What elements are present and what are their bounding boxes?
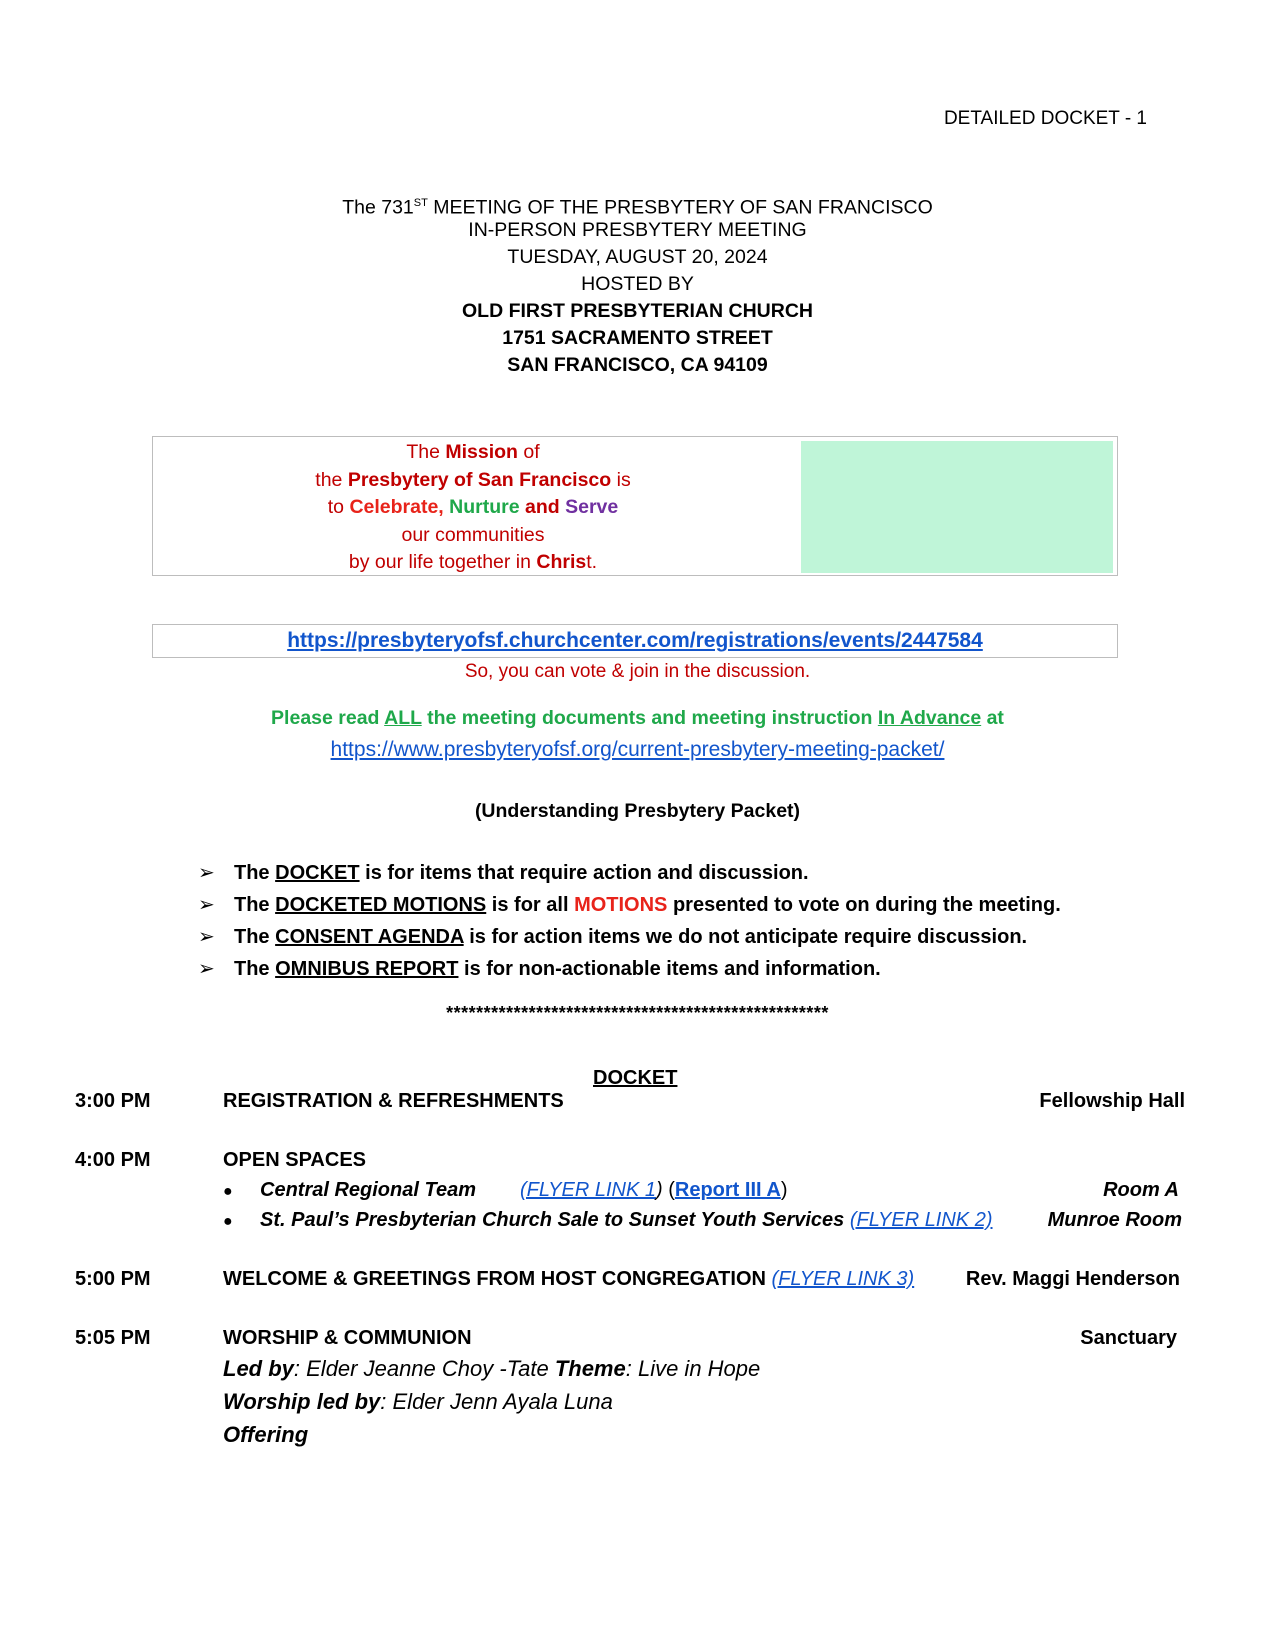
bullet-docket: ➢ The DOCKET is for items that require action and discussion. [198,862,809,884]
registration-link[interactable]: https://presbyteryofsf.churchcenter.com/registrations/events/2447584 [287,629,983,652]
flyer-link-1[interactable]: (FLYER LINK 1 [520,1179,656,1201]
arrow-bullet-icon: ➢ [198,894,215,916]
docket-location: Room A [1103,1179,1179,1201]
bullet-consent-agenda: ➢ The CONSENT AGENDA is for action items we do not anticipate require discussion. [198,926,1028,948]
open-space-item: ● Central Regional Team (FLYER LINK 1) (Report III A) [223,1179,788,1201]
arrow-bullet-icon: ➢ [198,958,215,980]
meeting-title: The 731ST MEETING OF THE PRESBYTERY OF SAN FRANCISCO [342,196,933,219]
flyer-link-3[interactable]: (FLYER LINK 3) [771,1268,915,1290]
packet-link-line [0,738,1275,762]
mission-statement: The Mission of the Presbytery of San Francisco is to Celebrate, Nurture and Serve our communities by our life together in Christ. [315,441,631,573]
flyer-link-2[interactable]: (FLYER LINK 2) [849,1209,993,1231]
registration-note: So, you can vote & join in the discussion. [464,661,811,682]
registration-link-box [152,624,1118,658]
host-street: 1751 SACRAMENTO STREET [502,327,773,349]
mission-highlight-panel [801,441,1113,573]
mission-statement-box [152,436,1118,576]
meeting-date: TUESDAY, AUGUST 20, 2024 [507,246,768,268]
meeting-packet-link[interactable]: https://www.presbyteryofsf.org/current-presbytery-meeting-packet/ [330,738,945,761]
docket-time: 4:00 PM [75,1149,151,1171]
bullet-dot-icon: ● [223,1183,233,1200]
docket-time: 3:00 PM [75,1090,151,1112]
docket-heading: DOCKET [593,1067,678,1089]
docket-item-title: WORSHIP & COMMUNION [223,1327,472,1349]
report-iii-a-link[interactable]: Report III A [674,1179,781,1201]
docket-item-title: WELCOME & GREETINGS FROM HOST CONGREGATION (FLYER LINK 3) [223,1268,915,1290]
worship-leader-line: Led by: Elder Jeanne Choy -Tate Theme: Live in Hope [223,1356,761,1381]
docket-item-title: REGISTRATION & REFRESHMENTS [223,1090,564,1112]
arrow-bullet-icon: ➢ [198,926,215,948]
docket-location: Munroe Room [1047,1209,1182,1231]
host-city: SAN FRANCISCO, CA 94109 [507,354,768,376]
hosted-by-label: HOSTED BY [581,273,694,295]
docket-time: 5:05 PM [75,1327,151,1349]
docket-location: Fellowship Hall [1039,1090,1185,1112]
open-space-item: ● St. Paul’s Presbyterian Church Sale to Sunset Youth Services (FLYER LINK 2) [223,1209,993,1231]
packet-title: (Understanding Presbytery Packet) [474,800,801,822]
host-church: OLD FIRST PRESBYTERIAN CHURCH [461,300,813,322]
docket-item-title: OPEN SPACES [223,1149,366,1171]
bullet-docketed-motions: ➢ The DOCKETED MOTIONS is for all MOTIONS presented to vote on during the meeting. [198,894,1061,916]
arrow-bullet-icon: ➢ [198,862,215,884]
advance-reading-notice: Please read ALL the meeting documents and meeting instruction In Advance at [271,707,1004,729]
docket-time: 5:00 PM [75,1268,151,1290]
worship-led-by-line: Worship led by: Elder Jenn Ayala Luna [223,1389,613,1414]
bullet-omnibus-report: ➢ The OMNIBUS REPORT is for non-actionable items and information. [198,958,881,980]
offering-line: Offering [223,1422,309,1447]
page-header-label: DETAILED DOCKET - 1 [943,108,1147,129]
meeting-type: IN-PERSON PRESBYTERY MEETING [468,219,807,241]
docket-location: Rev. Maggi Henderson [965,1268,1180,1290]
docket-location: Sanctuary [1080,1327,1177,1349]
bullet-dot-icon: ● [223,1213,233,1230]
separator-stars: *************************************************** [446,1003,829,1023]
